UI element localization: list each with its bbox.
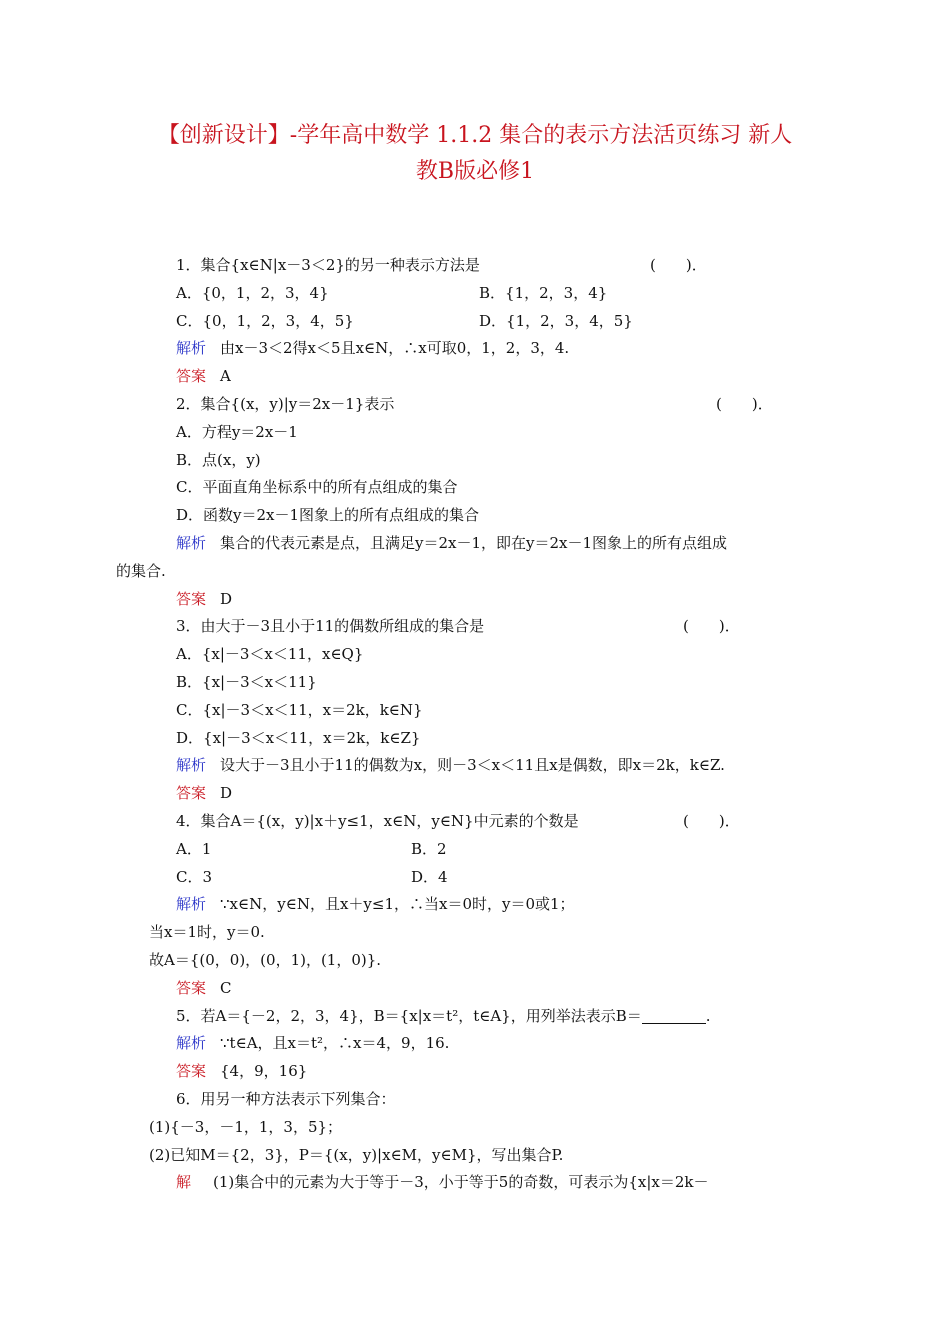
- question-3-text: 3．由大于－3且小于11的偶数所组成的集合是: [176, 617, 485, 636]
- title-line-2: 教B版必修1: [415, 159, 535, 184]
- question-3-option-a: A．{x|－3＜x＜11，x∈Q}: [176, 645, 364, 664]
- question-4-options-ab: [145, 836, 815, 864]
- question-2-stem: [145, 391, 815, 419]
- question-2-analysis-text-1: 集合的代表元素是点，且满足y＝2x－1，即在y＝2x－1图象上的所有点组成: [220, 533, 728, 552]
- question-1-option-c: C．{0，1，2，3，4，5}: [176, 311, 354, 330]
- question-4-option-c: C．3: [176, 867, 213, 886]
- analysis-label: 解析: [176, 756, 207, 775]
- question-4-analysis-line-3: [149, 947, 815, 975]
- question-1-options-ab: [145, 280, 815, 308]
- page-title: [100, 118, 850, 190]
- question-6-solution: [145, 1169, 815, 1197]
- question-3-option-b-line: [145, 669, 815, 697]
- question-6-solution-text: (1)集合中的元素为大于等于－3，小于等于5的奇数，可表示为{x|x＝2k－: [213, 1173, 709, 1192]
- question-5-answer-value: {4，9，16}: [220, 1062, 308, 1081]
- answer-label: 答案: [176, 589, 207, 608]
- question-1-answer-value: A: [220, 367, 231, 386]
- question-6-sub-1-text: (1){－3，－1，1，3，5}；: [149, 1117, 343, 1136]
- question-1-option-a: A．{0，1，2，3，4}: [176, 283, 329, 302]
- question-3-answer-paren: ( )．: [683, 617, 740, 636]
- question-1-options-cd: [145, 308, 815, 336]
- question-5-stem: [145, 1003, 815, 1031]
- question-4-option-d: D．4: [411, 867, 448, 886]
- question-5-analysis-text: ∵t∈A，且x＝t²，∴x＝4，9，16.: [220, 1034, 450, 1053]
- question-1-option-b: B．{1，2，3，4}: [479, 283, 608, 302]
- question-2-answer-value: D: [220, 589, 233, 608]
- question-4-analysis-text-2: 当x＝1时，y＝0.: [149, 923, 265, 942]
- question-5-analysis: [145, 1030, 815, 1058]
- question-5-blank: [642, 1007, 706, 1024]
- question-5-text-end: .: [705, 1006, 711, 1025]
- question-2-option-a-line: [145, 419, 815, 447]
- answer-label: 答案: [176, 1062, 207, 1081]
- question-3-option-c-line: [145, 697, 815, 725]
- analysis-label: 解析: [176, 1034, 207, 1053]
- question-3-stem: [145, 613, 815, 641]
- question-2-option-a: A．方程y＝2x－1: [176, 422, 298, 441]
- analysis-label: 解析: [176, 339, 207, 358]
- question-1-text: 1．集合{x∈N|x－3＜2}的另一种表示方法是: [176, 256, 480, 274]
- question-1-answer: [145, 363, 815, 391]
- question-2-option-b: B．点(x，y): [176, 450, 261, 469]
- question-4-text: 4．集合A＝{(x，y)|x＋y≤1，x∈N，y∈N}中元素的个数是: [176, 811, 579, 830]
- question-3-analysis-text: 设大于－3且小于11的偶数为x，则－3＜x＜11且x是偶数，即x＝2k，k∈Z.: [220, 756, 725, 775]
- question-4-analysis-text: ∵x∈N，y∈N，且x＋y≤1，∴当x＝0时，y＝0或1；: [220, 895, 575, 914]
- question-3-answer-value: D: [220, 784, 233, 803]
- question-4-answer-paren: ( )．: [683, 811, 740, 830]
- question-4-answer: [145, 975, 815, 1003]
- question-2-text: 2．集合{(x，y)|y＝2x－1}表示: [176, 394, 395, 413]
- question-5-text: 5．若A＝{－2，2，3，4}，B＝{x|x＝t²，t∈A}，用列举法表示B＝: [176, 1006, 642, 1025]
- answer-label: 答案: [176, 367, 207, 386]
- question-6-sub-2: [149, 1142, 815, 1170]
- question-3-option-d: D．{x|－3＜x＜11，x＝2k，k∈Z}: [176, 728, 421, 747]
- question-4-option-a: A．1: [176, 839, 212, 858]
- question-4-analysis-line-2: [149, 919, 815, 947]
- question-2-analysis: [145, 530, 815, 558]
- answer-label: 答案: [176, 784, 207, 803]
- question-2-option-d: D．函数y＝2x－1图象上的所有点组成的集合: [176, 506, 480, 525]
- question-2-answer-paren: ( )．: [716, 394, 773, 413]
- question-2-option-d-line: [145, 502, 815, 530]
- question-4-answer-value: C: [220, 978, 232, 997]
- question-3-analysis: [145, 752, 815, 780]
- question-2-option-c: C．平面直角坐标系中的所有点组成的集合: [176, 478, 458, 497]
- question-6-text: 6．用另一种方法表示下列集合：: [176, 1089, 396, 1108]
- question-2-analysis-text-2: 的集合.: [116, 561, 166, 580]
- question-6-stem: [145, 1086, 815, 1114]
- question-1-analysis: [145, 335, 815, 363]
- question-6-sub-2-text: (2)已知M＝{2，3}，P＝{(x，y)|x∈M，y∈M}，写出集合P.: [149, 1145, 564, 1164]
- exercise-content: [116, 252, 815, 1197]
- question-2-analysis-cont: [116, 558, 815, 586]
- question-5-answer: [145, 1058, 815, 1086]
- question-1-stem: [145, 252, 815, 280]
- question-4-option-b: B．2: [411, 839, 447, 858]
- question-4-stem: [145, 808, 815, 836]
- question-1-answer-paren: ( )．: [650, 256, 707, 274]
- question-3-answer: [145, 780, 815, 808]
- analysis-label: 解析: [176, 533, 207, 552]
- question-2-answer: [145, 586, 815, 614]
- solution-label: 解: [176, 1173, 192, 1192]
- question-2-option-b-line: [145, 447, 815, 475]
- analysis-label: 解析: [176, 895, 207, 914]
- question-3-option-d-line: [145, 725, 815, 753]
- question-3-option-b: B．{x|－3＜x＜11}: [176, 672, 317, 691]
- question-3-option-c: C．{x|－3＜x＜11，x＝2k，k∈N}: [176, 700, 423, 719]
- question-3-option-a-line: [145, 641, 815, 669]
- question-1-analysis-text: 由x－3＜2得x＜5且x∈N，∴x可取0，1，2，3，4.: [220, 339, 570, 358]
- question-6-sub-1: [149, 1114, 815, 1142]
- question-4-analysis-text-3: 故A＝{(0，0)，(0，1)，(1，0)}.: [149, 950, 382, 969]
- answer-label: 答案: [176, 978, 207, 997]
- question-2-option-c-line: [145, 474, 815, 502]
- title-line-1: 【创新设计】-学年高中数学 1.1.2 集合的表示方法活页练习 新人: [157, 123, 793, 148]
- question-4-analysis: [145, 891, 815, 919]
- question-1-option-d: D．{1，2，3，4，5}: [479, 311, 633, 330]
- question-4-options-cd: [145, 864, 815, 892]
